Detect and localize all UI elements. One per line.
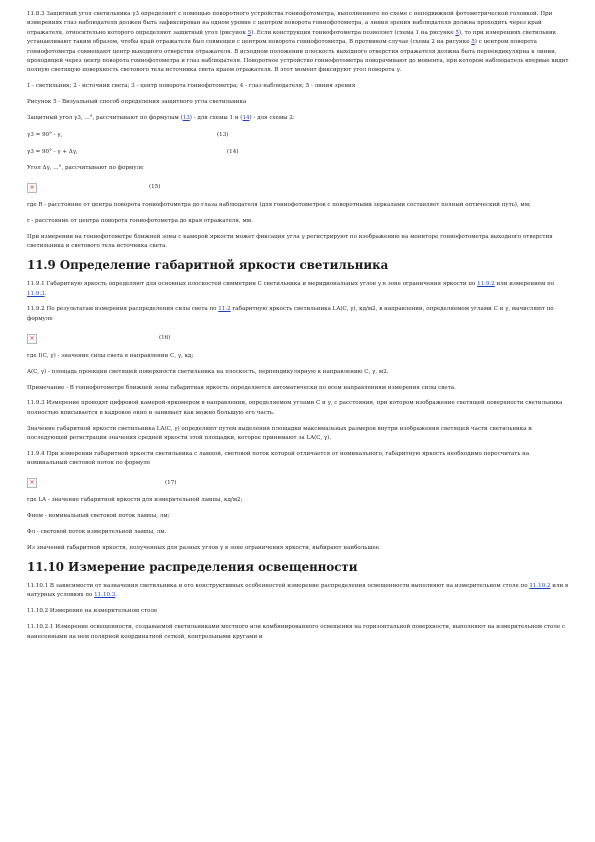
- where-Fmeas: Фл - световой поток измерительной лампы, лм.: [27, 529, 167, 536]
- section-11-9-3-link[interactable]: 11.9.3: [27, 290, 45, 297]
- paragraph-11-8-3: 11.8.3 Защитный угол светильника γ3 определяют с помощью поворотного устройства гониофотометра, выполненного по схеме с неподвижной фотометрической головкой. При измерениях глаз наблюдателя должен быть зафиксирован на одном уровне с центром поворота гониофотометра, а линия зрения наблюдателя должна проходить через край отражателя, относительно которого определяют защитный угол (рисунок 5). Если конструкция гониофотометра позволяет (схема 1 на рисунке 5), то при измерениях светильник устанавливают таким образом, чтобы край отражателя был совмещен с центром поворота гониофотометра. В противном случае (схема 2 на рисунке 5) с центром поворота гониофотометра совмещают центр выходного отверстия отражателя. В исходном положении плоскость выходного отверстия отражателя должна быть перпендикулярна к линии, проходящей через центр поворота гониофотометра и глаз наблюдателя. Поворотное устройство гониофотометра поворачивают до момента, при котором наблюдатель впервые видит полную светящую поверхность светового тела источника света краем отражателя. В этот момент фиксируют угол поворота γ.: [27, 11, 569, 74]
- paragraph-11-9-4: 11.9.4 При измерении габаритной яркости светильника с лампой, световой поток которой отличается от номинального, габаритную яркость необходимо пересчитать на номинальный световой поток по формуле: [27, 451, 530, 467]
- figure-legend: 1 - светильник; 2 - источник света; 3 - центр поворота гониофотометра; 4 - глаз наблюдателя; 5 - линия зрения: [27, 83, 356, 90]
- formula-16: [27, 331, 570, 347]
- broken-image-icon: ×: [27, 334, 37, 344]
- formula-intro: Защитный угол γ3, ...°, рассчитывают по формулам (13) - для схемы 1 и (14) - для схемы 2:: [27, 115, 295, 122]
- where-R: где R - расстояние от центра поворота гониофотометра до глаза наблюдателя (для гониофотометров с поворотными зеркалами составляет полный оптический путь), мм;: [27, 201, 531, 208]
- camera-note: При измерении на гониофотометре ближней зоны с камерой яркости может фиксация угла γ регистрируют по изображению на мониторе гониофотометра выходного отверстия светильника и светового тела источника света.: [27, 233, 553, 250]
- section-heading-11-9: 11.9 Определение габаритной яркости светильника: [27, 258, 389, 273]
- equation-14: [27, 147, 570, 159]
- paragraph-11-10-2-1: 11.10.2.1 Измерение освещенности, создаваемой светильниками местного или комбинированного освещения на горизонтальной поверхности, выполняют на измерительном столе с нанесенными на нем полярной координатной сеткой, контрольными кругами и: [27, 624, 566, 640]
- section-heading-11-10: 11.10 Измерение распределения освещенности: [27, 560, 358, 574]
- section-11-10-3-link[interactable]: 11.10.3: [94, 592, 116, 599]
- equation-number: (17): [165, 479, 177, 486]
- paragraph-11-10-1: 11.10.1 В зависимости от назначения светильника и его конструктивных особенностей измерение распределения освещенности выполняют на измерительном столе по 11.10.2 или в натурных условиях по 11.10.3.: [27, 583, 569, 599]
- equation-13: [27, 130, 570, 142]
- where-A: A(C, γ) - площадь проекции светящей поверхности светильника на плоскость, перпендикулярную к направлению С, γ, м2.: [27, 368, 389, 375]
- equation-number: (14): [227, 149, 239, 156]
- paragraph-11-9-3: 11.9.3 Измерение проводят цифровой камерой-яркомером в направлении, определяемом углами С и γ, с расстояния, при котором изображение светящей поверхности светильника полностью вписывается в кадровое окно и занимает как можно большую его часть.: [27, 400, 563, 416]
- figure-caption: Рисунок 5 - Визуальный способ определения защитного угла светильника: [27, 99, 247, 106]
- where-r: r - расстояние от центра поворота гониофотометра до края отражателя, мм.: [27, 217, 253, 224]
- paragraph-11-9-2: 11.9.2 По результатам измерения распределения силы света по 11.2 габаритную яркость светильника LA(C, γ), кд/м2, в направлении, определяемом углами С и γ, вычисляют по формуле: [27, 306, 554, 322]
- luminance-value: Значение габаритной яркости светильника LA(C, γ) определяют путем выделения площадки максимальных размеров внутри изображения светящей части светильника и последующей регистрации значения средней яркости этой площадки, которое принимают за LA(C, γ).: [27, 425, 532, 442]
- equation-expression: γ3 = 90° - γ,: [27, 132, 63, 139]
- formula-15: [27, 180, 570, 196]
- figure-5-link[interactable]: 5: [455, 29, 459, 36]
- document-page: [27, 10, 570, 649]
- broken-image-icon: ×: [27, 183, 37, 193]
- where-Fnom: Фном - номинальный световой поток лампы, лм;: [27, 513, 170, 520]
- where-I: где I(C, γ) - значение силы света в направлении С, γ, кд;: [27, 352, 194, 359]
- equation-number: (16): [159, 335, 171, 342]
- figure-5-link[interactable]: 5: [247, 29, 252, 36]
- section-11-10-2-link[interactable]: 11.10.2: [529, 583, 551, 589]
- angle-intro: Угол Δγ, ...°, рассчитывают по формуле: [27, 165, 144, 172]
- choose-max: Из значений габаритной яркости, полученных для разных углов γ в зоне ограничения яркости, выбирают наибольшее.: [27, 545, 381, 552]
- where-LA: где LA - значение габаритной яркости для измерительной лампы, кд/м2;: [27, 497, 243, 504]
- formula-14-link[interactable]: 14: [242, 115, 250, 122]
- paragraph-11-10-2: 11.10.2 Измерение на измерительном столе: [27, 608, 158, 615]
- equation-number: (15): [149, 184, 161, 191]
- formula-17: [27, 475, 570, 491]
- broken-image-icon: ×: [27, 478, 37, 488]
- section-11-9-2-link[interactable]: 11.9.2: [477, 281, 495, 288]
- equation-number: (13): [217, 132, 229, 139]
- figure-5-link[interactable]: 5: [471, 39, 475, 46]
- section-11-2-link[interactable]: 11.2: [218, 306, 231, 313]
- note: Примечание - В гониофотометре ближней зоны габаритная яркость определяется автоматически по всем направлениям измерения силы света.: [27, 384, 456, 391]
- formula-13-link[interactable]: 13: [182, 115, 190, 122]
- paragraph-11-9-1: 11.9.1 Габаритную яркость определяют для основных плоскостей симметрии С светильника и меридиональных углов γ в зоне ограничения яркости по 11.9.2 или измерением по 11.9.3.: [27, 281, 555, 297]
- equation-expression: γ3 = 90° - γ + Δγ,: [27, 149, 78, 156]
